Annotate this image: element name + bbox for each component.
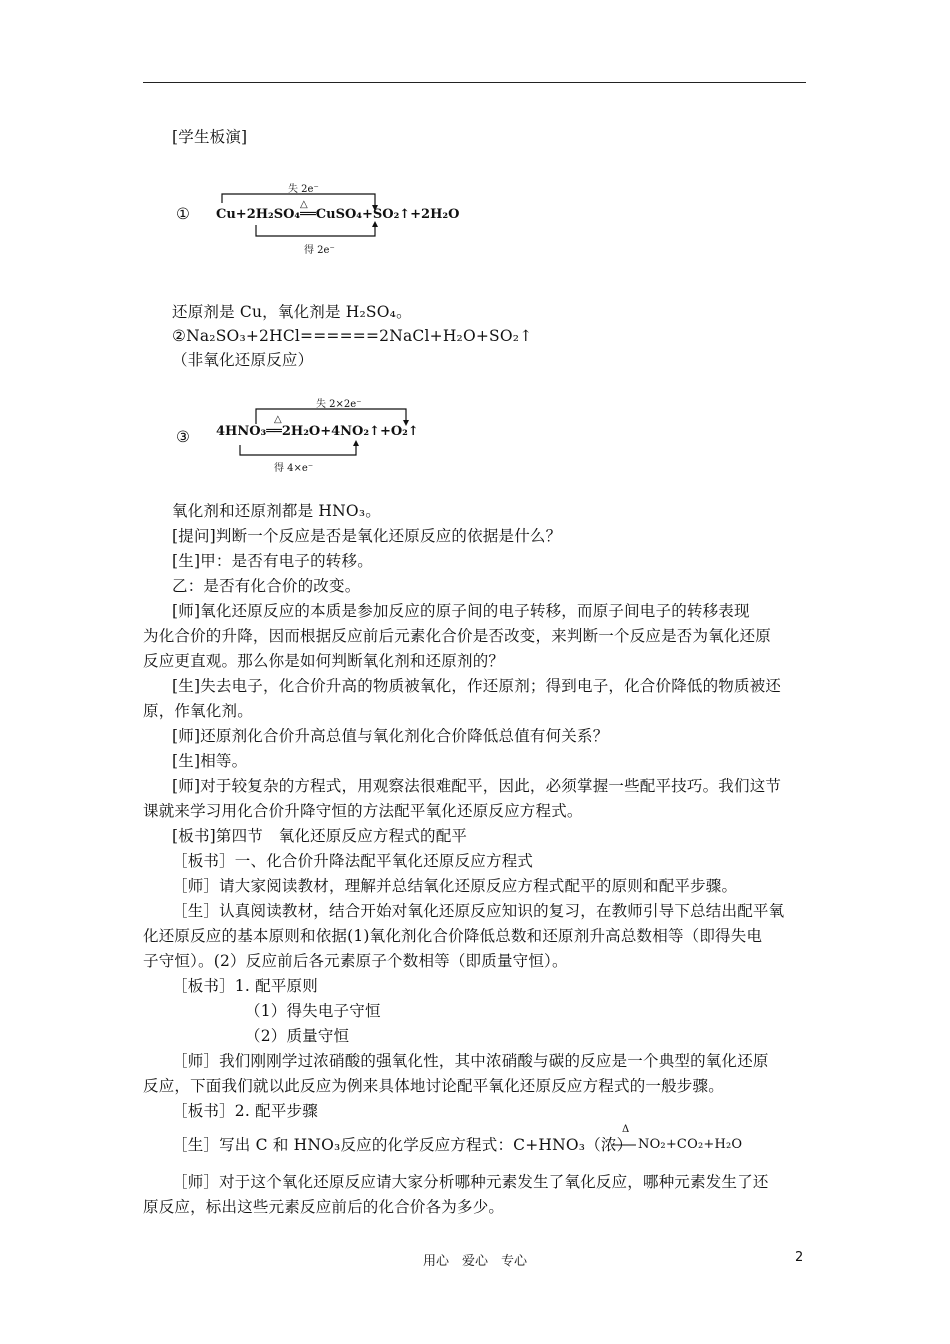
text-line: 反应更直观。那么你是如何判断氧化剂和还原剂的？	[143, 652, 505, 670]
equation-3-gain-label: 得 4×e⁻	[274, 463, 314, 474]
text-line: [师]氧化还原反应的本质是参加反应的原子间的电子转移，而原子间电子的转移表现	[172, 602, 750, 620]
reaction-delta: Δ	[622, 1124, 630, 1135]
text-line: ［板书］一、化合价升降法配平氧化还原反应方程式	[172, 852, 534, 870]
text-line: ［师］对于这个氧化还原反应请大家分析哪种元素发生了氧化反应，哪种元素发生了还	[172, 1173, 769, 1191]
text-line: ②Na₂SO₃+2HCl======2NaCl+H₂O+SO₂↑	[172, 327, 533, 345]
text-line: 原反应，标出这些元素反应前后的化合价各为多少。	[143, 1198, 505, 1216]
text-line: ［板书］2. 配平步骤	[172, 1102, 318, 1120]
page-number: 2	[795, 1250, 804, 1265]
text-line: ［师］我们刚刚学过浓硝酸的强氧化性，其中浓硝酸与碳的反应是一个典型的氧化还原	[172, 1052, 769, 1070]
text-line: [生]甲：是否有电子的转移。	[172, 552, 373, 570]
text-line: ［板书］1. 配平原则	[172, 977, 318, 995]
equation-3-number: ③	[176, 428, 191, 446]
equation-3-lose-label: 失 2×2e⁻	[316, 399, 362, 410]
text-line: [生]失去电子，化合价升高的物质被氧化，作还原剂；得到电子，化合价降低的物质被还	[172, 677, 782, 695]
text-line: ［师］请大家阅读教材，理解并总结氧化还原反应方程式配平的原则和配平步骤。	[172, 877, 738, 895]
equation-1-lose-label: 失 2e⁻	[288, 184, 319, 195]
text-line: 乙：是否有化合价的改变。	[172, 577, 361, 595]
text-line: 反应，下面我们就以此反应为例来具体地讨论配平氧化还原反应方程式的一般步骤。	[143, 1077, 724, 1095]
equation-1-gain-label: 得 2e⁻	[304, 245, 335, 256]
equation-1-delta: △	[300, 199, 308, 210]
text-line: （非氧化还原反应）	[172, 351, 314, 369]
text-line: [师]对于较复杂的方程式，用观察法很难配平，因此，必须掌握一些配平技巧。我们这节	[172, 777, 782, 795]
text-line: （2）质量守恒	[245, 1027, 350, 1045]
equation-1-formula: Cu+2H₂SO₄══CuSO₄+SO₂↑+2H₂O	[216, 207, 460, 222]
text-line: 子守恒）。(2）反应前后各元素原子个数相等（即质量守恒）。	[143, 952, 568, 970]
equation-3-delta: △	[274, 414, 282, 425]
section-label: [学生板演]	[172, 128, 248, 146]
equation-3-formula: 4HNO₃══2H₂O+4NO₂↑+O₂↑	[216, 424, 419, 439]
text-line: 课就来学习用化合价升降守恒的方法配平氧化还原反应方程式。	[143, 802, 583, 820]
text-line: 还原剂是 Cu，氧化剂是 H₂SO₄。	[172, 303, 412, 321]
text-line: [板书]第四节 氧化还原反应方程式的配平	[172, 827, 468, 845]
reaction-products: NO₂+CO₂+H₂O	[638, 1137, 743, 1152]
text-line: [师]还原剂化合价升高总值与氧化剂化合价降低总值有何关系？	[172, 727, 609, 745]
text-line: 原，作氧化剂。	[143, 702, 253, 720]
text-line: [生]相等。	[172, 752, 248, 770]
text-line: ［生］认真阅读教材，结合开始对氧化还原反应知识的复习，在教师引导下总结出配平氧	[172, 902, 785, 920]
text-line: 化还原反应的基本原则和依据(1)氧化剂化合价降低总数和还原剂升高总数相等（即得失电	[143, 927, 763, 945]
text-line: 氧化剂和还原剂都是 HNO₃。	[172, 502, 381, 520]
equation-1-number: ①	[176, 205, 191, 223]
text-line: 为化合价的升降，因而根据反应前后元素化合价是否改变，来判断一个反应是否为氧化还原	[143, 627, 772, 645]
page-footer: 用心 爱心 专心	[422, 1254, 527, 1269]
text-line: [提问]判断一个反应是否是氧化还原反应的依据是什么？	[172, 527, 562, 545]
text-line: ［生］写出 C 和 HNO₃反应的化学反应方程式：C+HNO₃（浓）	[172, 1136, 633, 1154]
text-line: （1）得失电子守恒	[245, 1002, 381, 1020]
